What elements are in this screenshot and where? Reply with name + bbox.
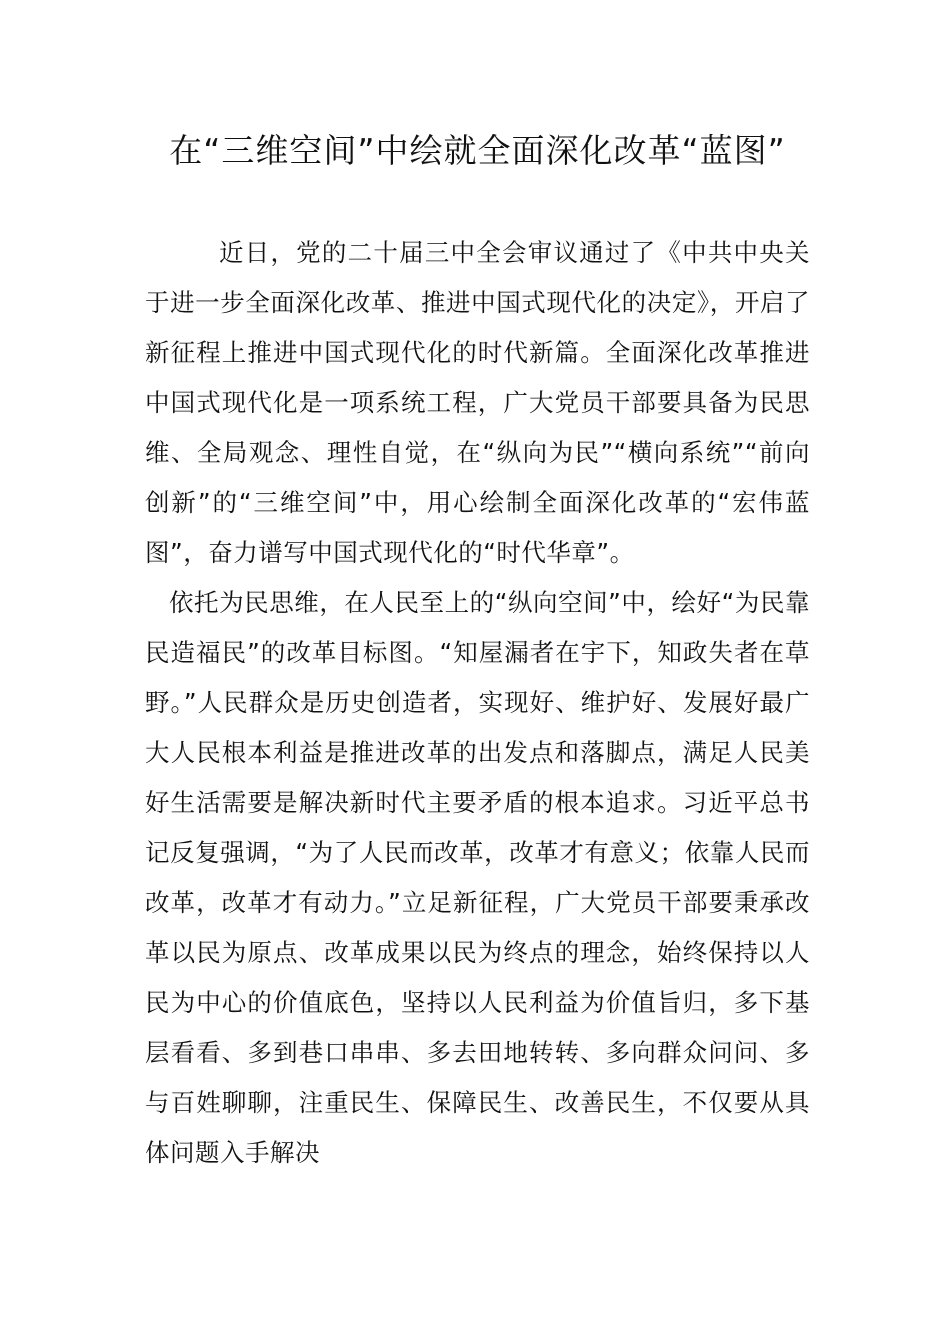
document-title: 在“三维空间”中绘就全面深化改革“蓝图” bbox=[169, 131, 786, 170]
paragraph-vertical-space: 依托为民思维，在人民至上的“纵向空间”中，绘好“为民靠民造福民”的改革目标图。“知屋漏者在宇下，知政失者在草野。”人民群众是历史创造者，实现好、维护好、发展好最广大人民根本利益是推进改革的出发点和落脚点，满足人民美好生活需要是解决新时代主要矛盾的根本追求。习近平总书记反复强调，“为了人民而改革，改革才有意义；依靠人民而改革，改革才有动力。”立足新征程，广大党员干部要秉承改革以民为原点、改革成果以民为终点的理念，始终保持以人民为中心的价值底色，坚持以人民利益为价值旨归，多下基层看看、多到巷口串串、多去田地转转、多向群众问问、多与百姓聊聊，注重民生、保障民生、改善民生，不仅要从具体问题入手解决 bbox=[145, 588, 810, 1167]
document-body bbox=[145, 228, 810, 1178]
paragraph-intro: 近日，党的二十届三中全会审议通过了《中共中央关于进一步全面深化改革、推进中国式现代化的决定》，开启了新征程上推进中国式现代化的时代新篇。全面深化改革推进中国式现代化是一项系统工程，广大党员干部要具备为民思维、全局观念、理性自觉，在“纵向为民”“横向系统”“前向创新”的“三维空间”中，用心绘制全面深化改革的“宏伟蓝图”，奋力谱写中国式现代化的“时代华章”。 bbox=[145, 238, 810, 567]
